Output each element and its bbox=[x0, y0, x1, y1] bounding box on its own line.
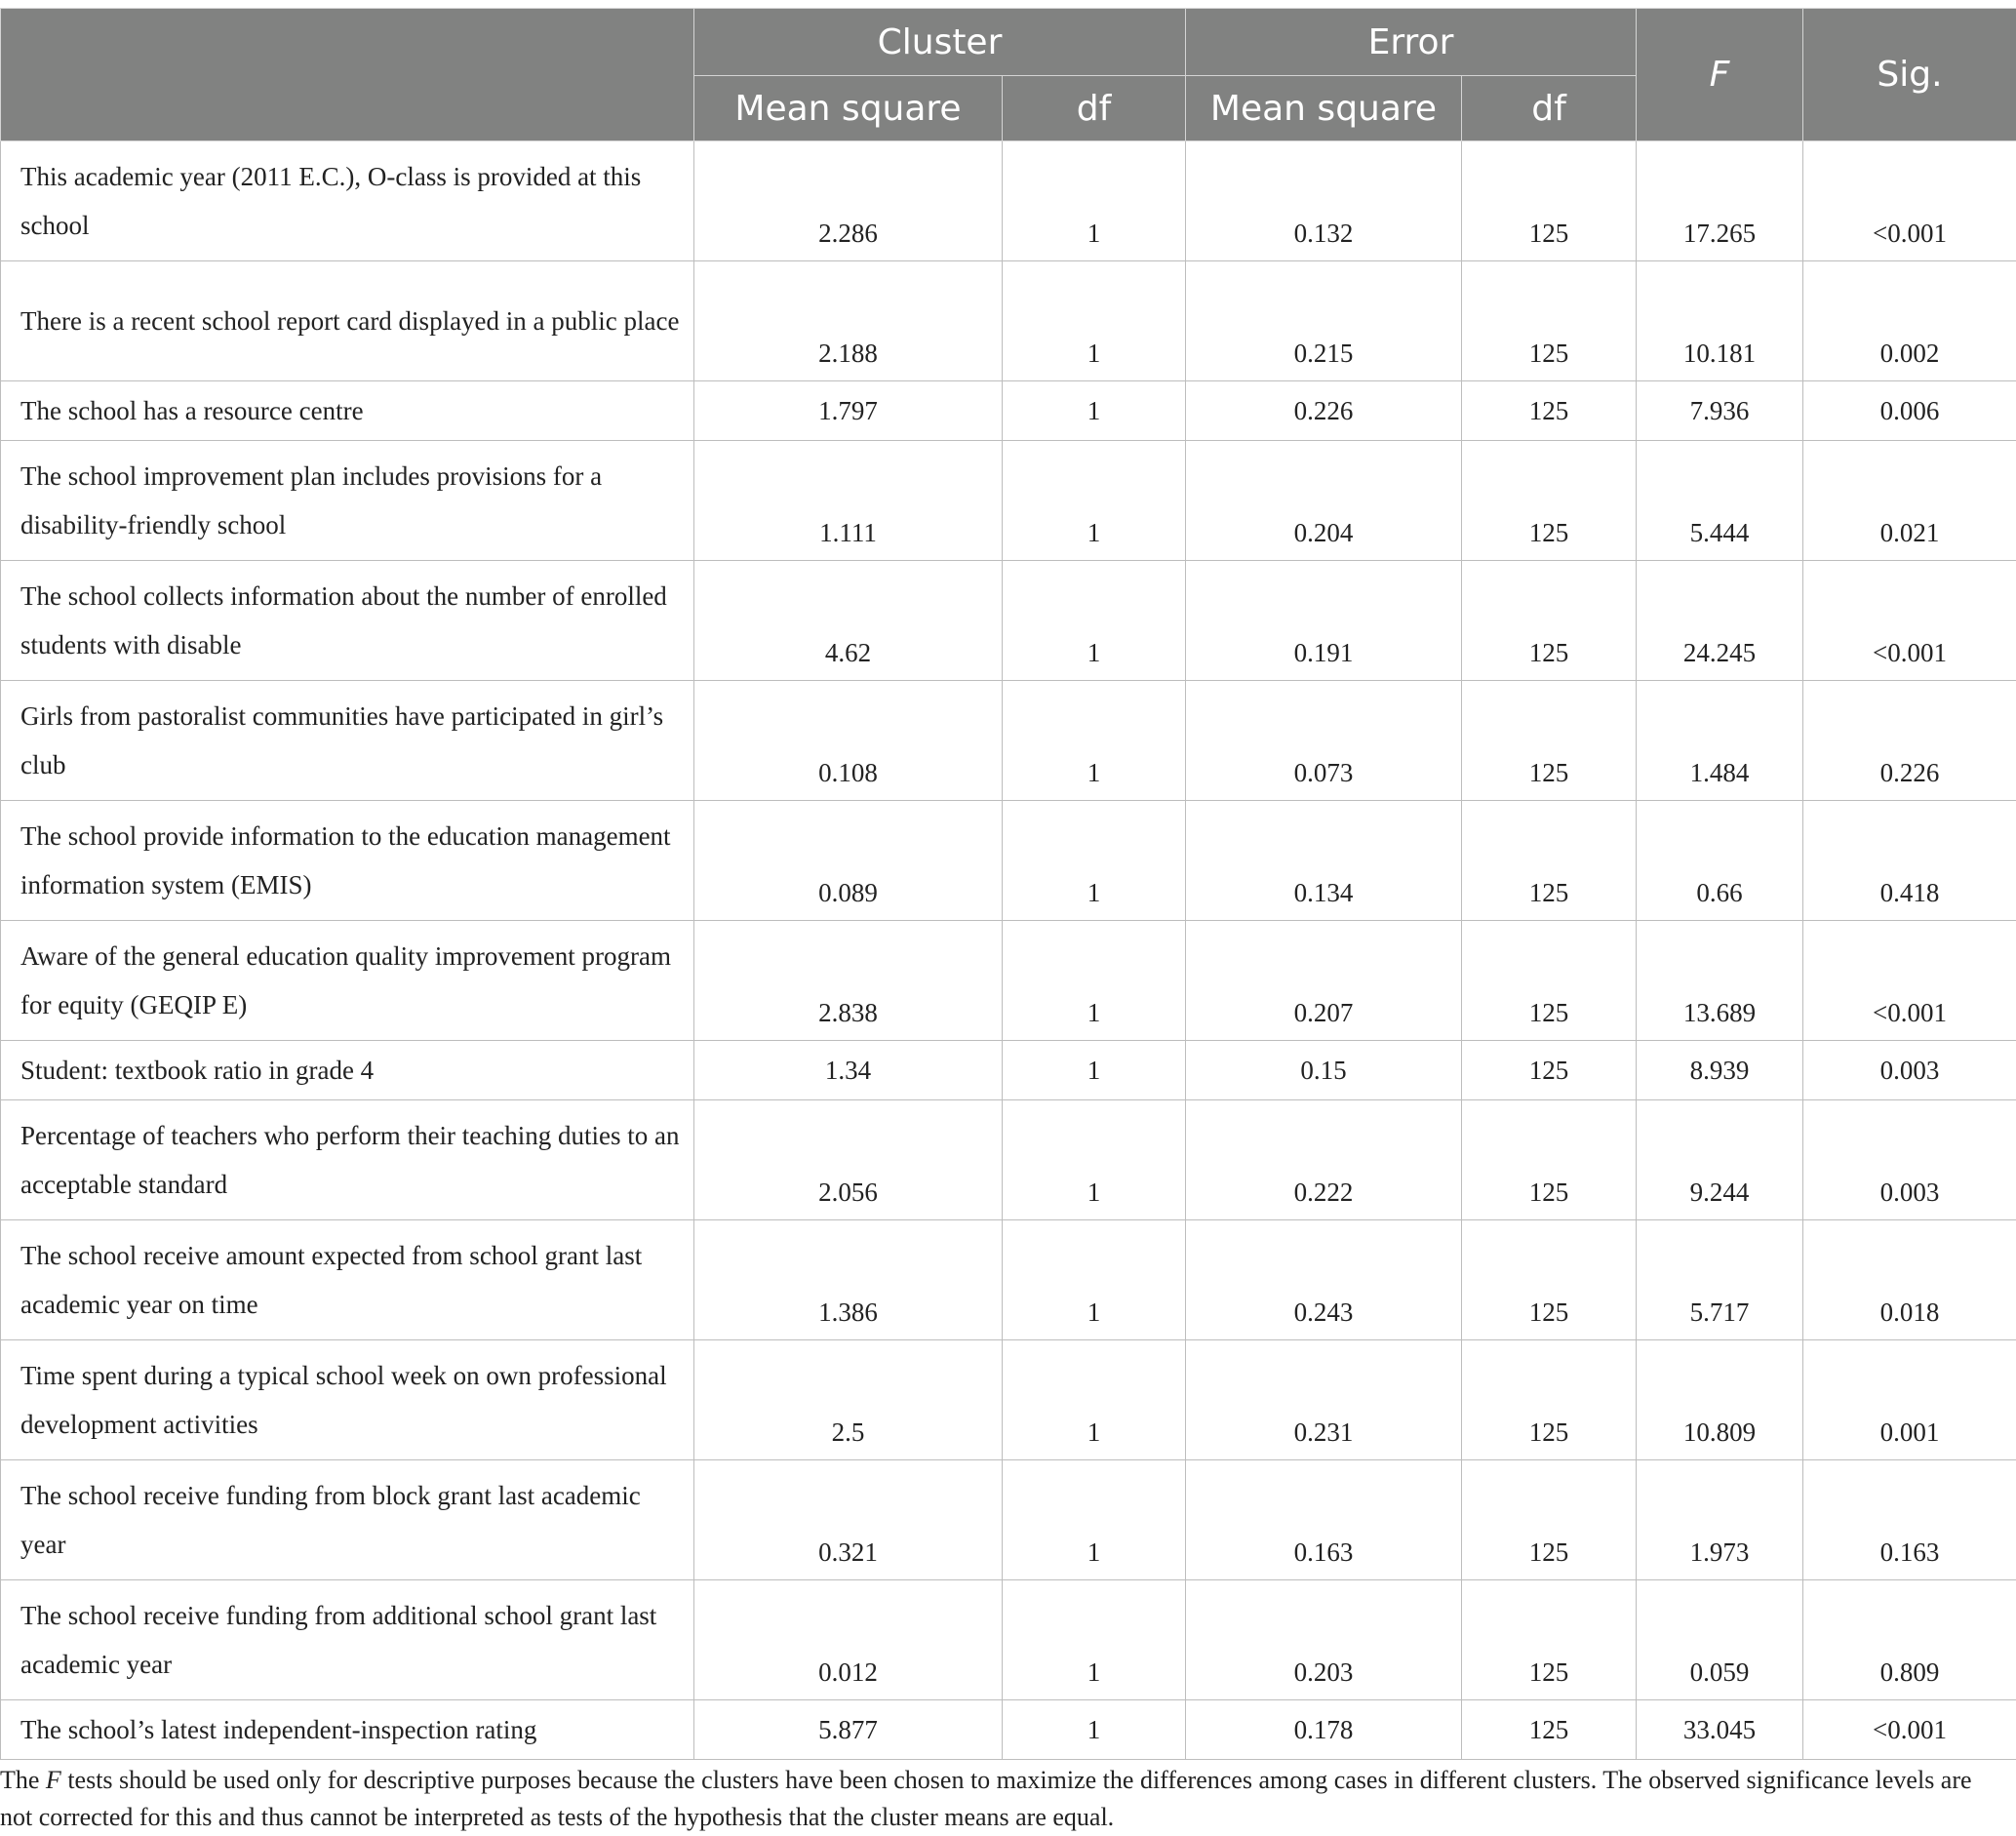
f-value-cell: 8.939 bbox=[1637, 1041, 1803, 1100]
footnote-text: tests should be used only for descriptive purposes because the clusters have been chosen to maximize the differences among cases in different clusters. The observed significance levels are not corrected for this and thus cannot be interpreted as tests of the hypothesis that the cluster means are equal. bbox=[0, 1766, 1972, 1831]
error-df-cell: 125 bbox=[1462, 801, 1637, 921]
error-df-cell: 125 bbox=[1462, 1220, 1637, 1340]
anova-table bbox=[0, 8, 2016, 1760]
table-row bbox=[1, 801, 2016, 921]
error-df-cell: 125 bbox=[1462, 261, 1637, 381]
error-df-cell: 125 bbox=[1462, 1041, 1637, 1100]
f-value-cell: 5.717 bbox=[1637, 1220, 1803, 1340]
f-value-cell: 13.689 bbox=[1637, 921, 1803, 1041]
sig-value-cell: <0.001 bbox=[1803, 921, 2016, 1041]
error-mean-square-cell: 0.163 bbox=[1186, 1460, 1462, 1580]
cluster-df-cell: 1 bbox=[1003, 381, 1186, 441]
f-value-cell: 33.045 bbox=[1637, 1700, 1803, 1760]
cluster-df-cell: 1 bbox=[1003, 441, 1186, 561]
sig-value-cell: 0.418 bbox=[1803, 801, 2016, 921]
error-mean-square-cell: 0.207 bbox=[1186, 921, 1462, 1041]
error-df-cell: 125 bbox=[1462, 681, 1637, 801]
f-value-cell: 1.484 bbox=[1637, 681, 1803, 801]
sig-value-cell: <0.001 bbox=[1803, 561, 2016, 681]
cluster-df-cell: 1 bbox=[1003, 681, 1186, 801]
f-value-cell: 10.181 bbox=[1637, 261, 1803, 381]
row-label: The school provide information to the education management information system (EMIS) bbox=[1, 801, 694, 921]
error-df-cell: 125 bbox=[1462, 141, 1637, 261]
error-mean-square-cell: 0.204 bbox=[1186, 441, 1462, 561]
error-df-cell: 125 bbox=[1462, 1340, 1637, 1460]
sig-value-cell: 0.003 bbox=[1803, 1100, 2016, 1220]
f-value-cell: 0.66 bbox=[1637, 801, 1803, 921]
error-mean-square-cell: 0.226 bbox=[1186, 381, 1462, 441]
row-label: Aware of the general education quality improvement program for equity (GEQIP E) bbox=[1, 921, 694, 1041]
sig-value-cell: <0.001 bbox=[1803, 1700, 2016, 1760]
cluster-mean-square-cell: 2.838 bbox=[694, 921, 1003, 1041]
cluster-mean-square-cell: 0.089 bbox=[694, 801, 1003, 921]
table-row bbox=[1, 441, 2016, 561]
cluster-mean-square-cell: 2.5 bbox=[694, 1340, 1003, 1460]
row-label: Time spent during a typical school week on own professional development activities bbox=[1, 1340, 694, 1460]
cluster-mean-square-cell: 1.386 bbox=[694, 1220, 1003, 1340]
error-df-cell: 125 bbox=[1462, 441, 1637, 561]
header-error: Error bbox=[1186, 9, 1637, 76]
table-body bbox=[1, 141, 2016, 1760]
table-row bbox=[1, 1340, 2016, 1460]
cluster-mean-square-cell: 5.877 bbox=[694, 1700, 1003, 1760]
table-row bbox=[1, 1700, 2016, 1760]
row-label: The school’s latest independent-inspection rating bbox=[1, 1700, 694, 1760]
row-label: This academic year (2011 E.C.), O-class is provided at this school bbox=[1, 141, 694, 261]
row-label: Student: textbook ratio in grade 4 bbox=[1, 1041, 694, 1100]
header-f: F bbox=[1637, 9, 1803, 141]
row-label: The school improvement plan includes provisions for a disability-friendly school bbox=[1, 441, 694, 561]
error-df-cell: 125 bbox=[1462, 381, 1637, 441]
error-df-cell: 125 bbox=[1462, 1700, 1637, 1760]
cluster-mean-square-cell: 1.111 bbox=[694, 441, 1003, 561]
f-value-cell: 24.245 bbox=[1637, 561, 1803, 681]
footnote-prefix: The bbox=[0, 1766, 46, 1794]
row-label: The school receive amount expected from school grant last academic year on time bbox=[1, 1220, 694, 1340]
sig-value-cell: 0.226 bbox=[1803, 681, 2016, 801]
sig-value-cell: 0.809 bbox=[1803, 1580, 2016, 1700]
sig-value-cell: 0.002 bbox=[1803, 261, 2016, 381]
error-df-cell: 125 bbox=[1462, 561, 1637, 681]
cluster-mean-square-cell: 4.62 bbox=[694, 561, 1003, 681]
cluster-mean-square-cell: 0.012 bbox=[694, 1580, 1003, 1700]
table-row bbox=[1, 1460, 2016, 1580]
cluster-mean-square-cell: 1.34 bbox=[694, 1041, 1003, 1100]
f-value-cell: 0.059 bbox=[1637, 1580, 1803, 1700]
table-row bbox=[1, 141, 2016, 261]
table-row bbox=[1, 1220, 2016, 1340]
cluster-df-cell: 1 bbox=[1003, 1041, 1186, 1100]
error-mean-square-cell: 0.15 bbox=[1186, 1041, 1462, 1100]
cluster-df-cell: 1 bbox=[1003, 1580, 1186, 1700]
f-value-cell: 7.936 bbox=[1637, 381, 1803, 441]
sig-value-cell: <0.001 bbox=[1803, 141, 2016, 261]
header-cluster-df: df bbox=[1003, 76, 1186, 141]
error-mean-square-cell: 0.215 bbox=[1186, 261, 1462, 381]
row-label: Percentage of teachers who perform their teaching duties to an acceptable standard bbox=[1, 1100, 694, 1220]
error-mean-square-cell: 0.191 bbox=[1186, 561, 1462, 681]
cluster-mean-square-cell: 1.797 bbox=[694, 381, 1003, 441]
cluster-df-cell: 1 bbox=[1003, 561, 1186, 681]
anova-table-container bbox=[0, 8, 2016, 1836]
cluster-df-cell: 1 bbox=[1003, 1220, 1186, 1340]
error-mean-square-cell: 0.243 bbox=[1186, 1220, 1462, 1340]
table-row bbox=[1, 1580, 2016, 1700]
error-mean-square-cell: 0.203 bbox=[1186, 1580, 1462, 1700]
sig-value-cell: 0.018 bbox=[1803, 1220, 2016, 1340]
header-cluster: Cluster bbox=[694, 9, 1186, 76]
header-empty-cell bbox=[1, 9, 694, 141]
footnote-f-italic: F bbox=[46, 1766, 61, 1794]
f-value-cell: 17.265 bbox=[1637, 141, 1803, 261]
cluster-df-cell: 1 bbox=[1003, 1340, 1186, 1460]
cluster-mean-square-cell: 0.108 bbox=[694, 681, 1003, 801]
header-error-mean-square: Mean square bbox=[1186, 76, 1462, 141]
cluster-mean-square-cell: 2.286 bbox=[694, 141, 1003, 261]
error-df-cell: 125 bbox=[1462, 1100, 1637, 1220]
table-row bbox=[1, 1041, 2016, 1100]
table-row bbox=[1, 1100, 2016, 1220]
cluster-df-cell: 1 bbox=[1003, 261, 1186, 381]
error-mean-square-cell: 0.132 bbox=[1186, 141, 1462, 261]
sig-value-cell: 0.003 bbox=[1803, 1041, 2016, 1100]
header-sig: Sig. bbox=[1803, 9, 2016, 141]
table-row bbox=[1, 921, 2016, 1041]
cluster-mean-square-cell: 0.321 bbox=[694, 1460, 1003, 1580]
table-row bbox=[1, 261, 2016, 381]
header-cluster-mean-square: Mean square bbox=[694, 76, 1003, 141]
row-label: The school receive funding from additional school grant last academic year bbox=[1, 1580, 694, 1700]
header-row-groups bbox=[1, 9, 2016, 76]
error-df-cell: 125 bbox=[1462, 1460, 1637, 1580]
row-label: The school has a resource centre bbox=[1, 381, 694, 441]
f-value-cell: 10.809 bbox=[1637, 1340, 1803, 1460]
cluster-mean-square-cell: 2.056 bbox=[694, 1100, 1003, 1220]
f-value-cell: 5.444 bbox=[1637, 441, 1803, 561]
error-mean-square-cell: 0.231 bbox=[1186, 1340, 1462, 1460]
cluster-df-cell: 1 bbox=[1003, 801, 1186, 921]
cluster-df-cell: 1 bbox=[1003, 921, 1186, 1041]
cluster-df-cell: 1 bbox=[1003, 1460, 1186, 1580]
f-value-cell: 9.244 bbox=[1637, 1100, 1803, 1220]
table-footnote bbox=[0, 1760, 2009, 1836]
error-mean-square-cell: 0.178 bbox=[1186, 1700, 1462, 1760]
row-label: The school collects information about the number of enrolled students with disable bbox=[1, 561, 694, 681]
sig-value-cell: 0.163 bbox=[1803, 1460, 2016, 1580]
cluster-df-cell: 1 bbox=[1003, 1700, 1186, 1760]
sig-value-cell: 0.006 bbox=[1803, 381, 2016, 441]
cluster-df-cell: 1 bbox=[1003, 141, 1186, 261]
row-label: The school receive funding from block grant last academic year bbox=[1, 1460, 694, 1580]
error-mean-square-cell: 0.134 bbox=[1186, 801, 1462, 921]
sig-value-cell: 0.001 bbox=[1803, 1340, 2016, 1460]
row-label: Girls from pastoralist communities have participated in girl’s club bbox=[1, 681, 694, 801]
error-df-cell: 125 bbox=[1462, 1580, 1637, 1700]
table-header bbox=[1, 9, 2016, 141]
cluster-df-cell: 1 bbox=[1003, 1100, 1186, 1220]
table-row bbox=[1, 561, 2016, 681]
table-row bbox=[1, 381, 2016, 441]
row-label: There is a recent school report card displayed in a public place bbox=[1, 261, 694, 381]
error-mean-square-cell: 0.222 bbox=[1186, 1100, 1462, 1220]
error-df-cell: 125 bbox=[1462, 921, 1637, 1041]
cluster-mean-square-cell: 2.188 bbox=[694, 261, 1003, 381]
f-value-cell: 1.973 bbox=[1637, 1460, 1803, 1580]
sig-value-cell: 0.021 bbox=[1803, 441, 2016, 561]
table-row bbox=[1, 681, 2016, 801]
error-mean-square-cell: 0.073 bbox=[1186, 681, 1462, 801]
header-error-df: df bbox=[1462, 76, 1637, 141]
